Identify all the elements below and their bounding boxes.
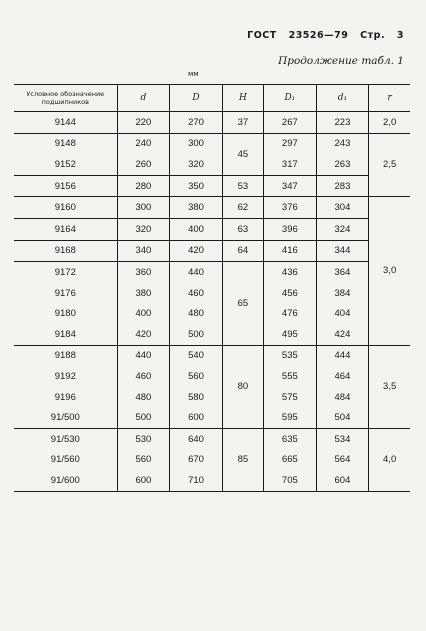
cell-designation: 9168	[14, 240, 117, 262]
cell-r: 2,0	[369, 112, 410, 134]
cell-D1: 456	[264, 283, 317, 304]
cell-D1: 476	[264, 303, 317, 324]
cell-D1: 665	[264, 450, 317, 471]
cell-D1: 347	[264, 175, 317, 197]
table-row	[14, 366, 410, 387]
cell-d1: 404	[316, 303, 369, 324]
cell-D: 640	[170, 428, 223, 449]
header-d1: d₁	[316, 85, 369, 112]
cell-designation: 9144	[14, 112, 117, 134]
table-row	[14, 303, 410, 324]
cell-d: 560	[117, 450, 170, 471]
cell-D: 270	[170, 112, 223, 134]
cell-D: 300	[170, 133, 223, 154]
header-designation: Условное обозначение подшипников	[14, 85, 117, 112]
cell-d1: 324	[316, 218, 369, 240]
header-d: d	[117, 85, 170, 112]
cell-d1: 283	[316, 175, 369, 197]
cell-D1: 396	[264, 218, 317, 240]
cell-d: 360	[117, 262, 170, 283]
cell-D1: 595	[264, 407, 317, 428]
table-row	[14, 407, 410, 428]
cell-designation: 9192	[14, 366, 117, 387]
cell-H: 65	[222, 262, 263, 345]
standard-number: 23526—79	[288, 30, 349, 41]
cell-designation: 9160	[14, 197, 117, 219]
cell-d1: 364	[316, 262, 369, 283]
cell-designation: 9188	[14, 345, 117, 366]
cell-D: 420	[170, 240, 223, 262]
cell-D1: 317	[264, 154, 317, 175]
cell-d1: 384	[316, 283, 369, 304]
cell-d: 530	[117, 428, 170, 449]
table-row	[14, 387, 410, 408]
cell-d1: 534	[316, 428, 369, 449]
page-header	[239, 30, 404, 41]
cell-D1: 535	[264, 345, 317, 366]
cell-D: 500	[170, 324, 223, 345]
cell-designation: 9152	[14, 154, 117, 175]
cell-H: 85	[222, 428, 263, 491]
cell-r: 3,0	[369, 197, 410, 345]
cell-D: 350	[170, 175, 223, 197]
cell-d: 340	[117, 240, 170, 262]
cell-D: 540	[170, 345, 223, 366]
cell-d1: 444	[316, 345, 369, 366]
cell-H: 63	[222, 218, 263, 240]
cell-D1: 495	[264, 324, 317, 345]
table-continuation-title: Продолжение табл. 1	[278, 55, 404, 67]
cell-D1: 376	[264, 197, 317, 219]
cell-H: 64	[222, 240, 263, 262]
cell-d1: 223	[316, 112, 369, 134]
table-row	[14, 324, 410, 345]
cell-d: 280	[117, 175, 170, 197]
cell-D1: 416	[264, 240, 317, 262]
table-row	[14, 428, 410, 449]
header-r: r	[369, 85, 410, 112]
cell-designation: 91/500	[14, 407, 117, 428]
cell-D: 480	[170, 303, 223, 324]
cell-D: 400	[170, 218, 223, 240]
header-H: H	[222, 85, 263, 112]
cell-H: 37	[222, 112, 263, 134]
cell-d: 460	[117, 366, 170, 387]
table-row	[14, 112, 410, 134]
cell-d: 220	[117, 112, 170, 134]
header-D1: D₁	[264, 85, 317, 112]
cell-d1: 564	[316, 450, 369, 471]
cell-d1: 484	[316, 387, 369, 408]
cell-H: 80	[222, 345, 263, 428]
cell-designation: 9176	[14, 283, 117, 304]
cell-D: 460	[170, 283, 223, 304]
bearings-table	[14, 84, 410, 492]
table-row	[14, 154, 410, 175]
cell-d1: 304	[316, 197, 369, 219]
cell-designation: 91/530	[14, 428, 117, 449]
page-label: Стр.	[360, 30, 386, 41]
cell-D1: 267	[264, 112, 317, 134]
standard-label: ГОСТ	[247, 30, 277, 41]
cell-d: 400	[117, 303, 170, 324]
units-label: мм	[188, 70, 199, 78]
table-row	[14, 345, 410, 366]
cell-D1: 705	[264, 470, 317, 491]
cell-d: 500	[117, 407, 170, 428]
cell-d: 260	[117, 154, 170, 175]
cell-d: 440	[117, 345, 170, 366]
cell-designation: 9196	[14, 387, 117, 408]
cell-d1: 604	[316, 470, 369, 491]
cell-D: 710	[170, 470, 223, 491]
cell-designation: 9156	[14, 175, 117, 197]
cell-d: 480	[117, 387, 170, 408]
cell-H: 45	[222, 133, 263, 175]
cell-D1: 555	[264, 366, 317, 387]
cell-designation: 91/600	[14, 470, 117, 491]
cell-d1: 424	[316, 324, 369, 345]
cell-designation: 91/560	[14, 450, 117, 471]
cell-r: 3,5	[369, 345, 410, 428]
cell-d: 420	[117, 324, 170, 345]
cell-d: 300	[117, 197, 170, 219]
table-row	[14, 240, 410, 262]
cell-d1: 504	[316, 407, 369, 428]
cell-designation: 9164	[14, 218, 117, 240]
table-row	[14, 450, 410, 471]
header-D: D	[170, 85, 223, 112]
cell-D: 580	[170, 387, 223, 408]
cell-H: 53	[222, 175, 263, 197]
cell-D: 600	[170, 407, 223, 428]
cell-d: 600	[117, 470, 170, 491]
cell-designation: 9148	[14, 133, 117, 154]
table-row	[14, 283, 410, 304]
cell-D1: 436	[264, 262, 317, 283]
cell-d: 380	[117, 283, 170, 304]
cell-d: 240	[117, 133, 170, 154]
table-row	[14, 262, 410, 283]
cell-d: 320	[117, 218, 170, 240]
cell-D1: 297	[264, 133, 317, 154]
cell-D: 440	[170, 262, 223, 283]
cell-D: 380	[170, 197, 223, 219]
cell-D1: 635	[264, 428, 317, 449]
cell-r: 4,0	[369, 428, 410, 491]
cell-d1: 243	[316, 133, 369, 154]
table-row	[14, 197, 410, 219]
cell-r: 2,5	[369, 133, 410, 197]
cell-D1: 575	[264, 387, 317, 408]
cell-d1: 464	[316, 366, 369, 387]
cell-d1: 263	[316, 154, 369, 175]
table-row	[14, 470, 410, 491]
cell-H: 62	[222, 197, 263, 219]
cell-d1: 344	[316, 240, 369, 262]
cell-D: 670	[170, 450, 223, 471]
page-number: 3	[396, 30, 404, 41]
cell-D: 560	[170, 366, 223, 387]
cell-designation: 9172	[14, 262, 117, 283]
table-row	[14, 175, 410, 197]
cell-designation: 9184	[14, 324, 117, 345]
cell-designation: 9180	[14, 303, 117, 324]
table-row	[14, 218, 410, 240]
cell-D: 320	[170, 154, 223, 175]
table-row	[14, 133, 410, 154]
